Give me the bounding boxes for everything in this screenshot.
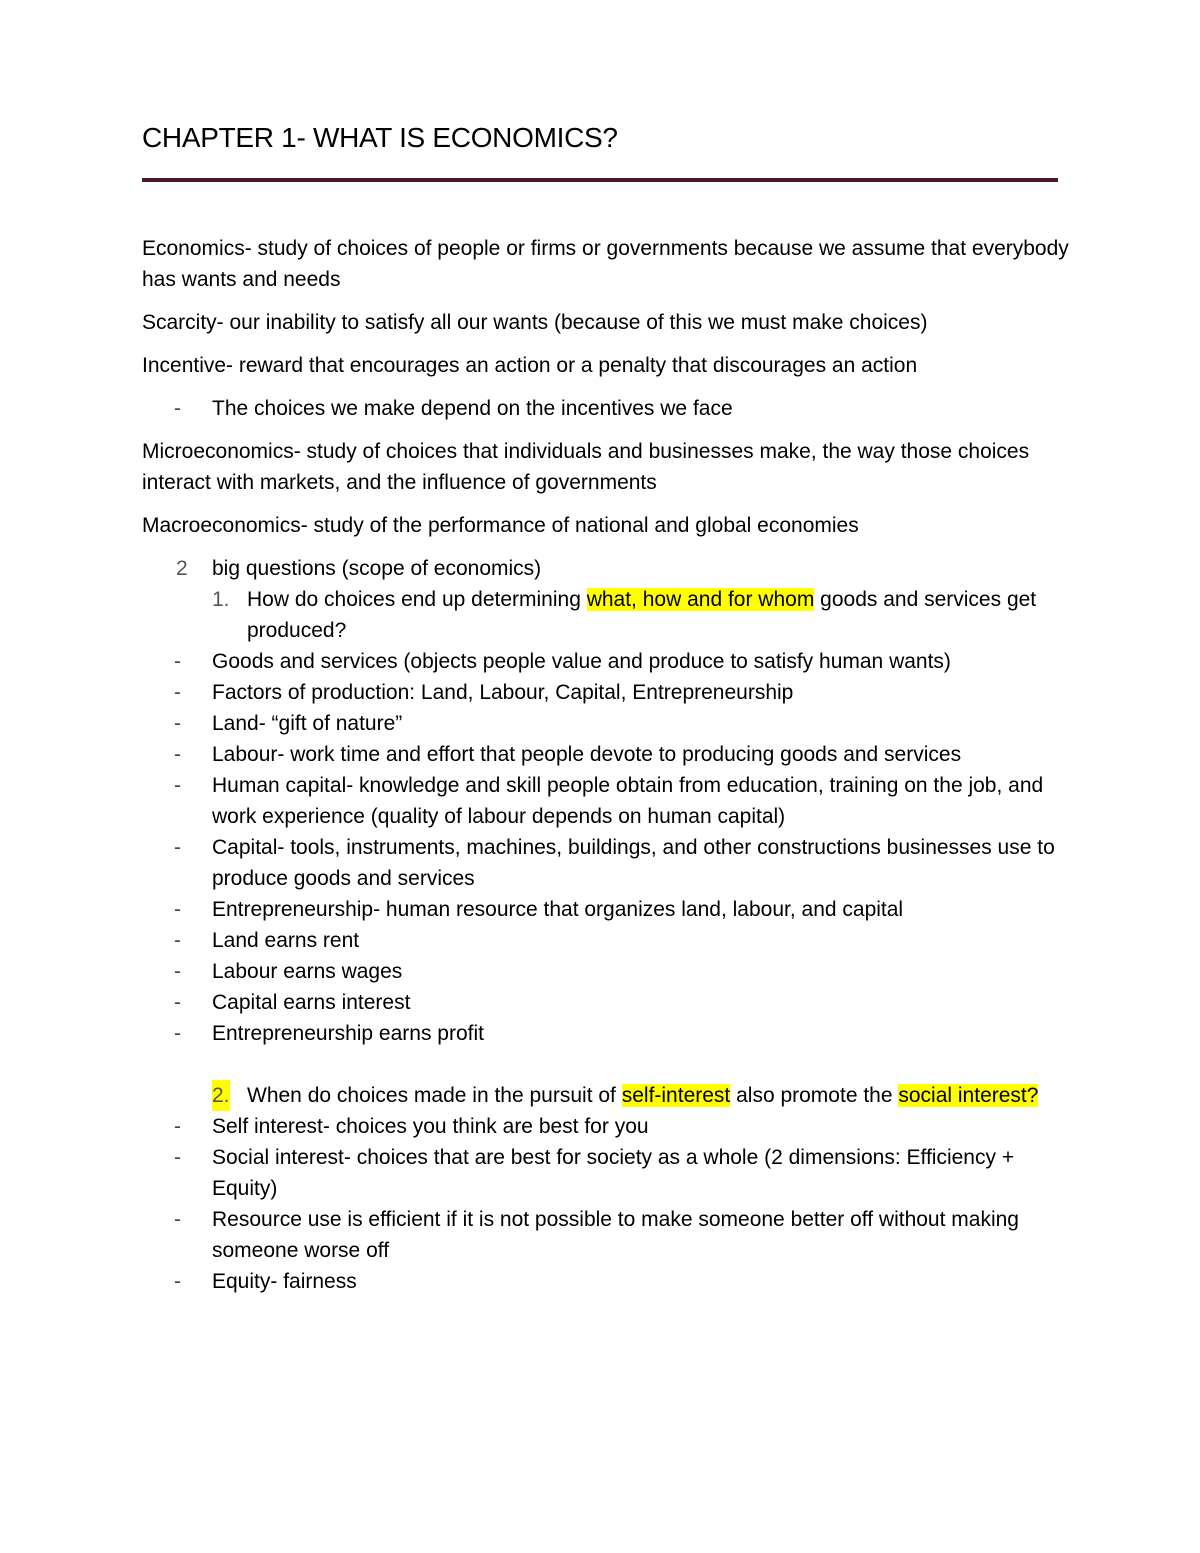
microeconomics-definition: Microeconomics- study of choices that individuals and businesses make, the way those choices interact with markets, and the influence of governments [142,440,1030,494]
list-item [142,987,1072,1018]
list-item-text: Self interest- choices you think are best for you [212,1115,649,1138]
economics-definition: Economics- study of choices of people or firms or governments because we assume that everybody has wants and needs [142,237,1069,291]
dash-marker: - [174,681,181,704]
dash-marker: - [174,991,181,1014]
big-questions-text: big questions (scope of economics) [212,557,542,580]
interest-list [142,1111,1072,1297]
question-1-highlight: what, how and for whom [586,588,815,611]
list-item-text: Labour earns wages [212,960,403,983]
list-item [142,1111,1072,1142]
list-item-text: Resource use is efficient if it is not possible to make someone better off without making someone worse off [212,1208,1019,1262]
dash-marker: - [174,836,181,859]
dash-marker: - [174,960,181,983]
question-2 [142,1080,1072,1111]
question-2-highlight-social-interest: social interest? [898,1084,1039,1107]
list-item [142,646,1072,677]
list-item [142,925,1072,956]
list-item [142,1142,1072,1204]
list-item [142,1266,1072,1297]
dash-marker: - [174,1146,181,1169]
list-item-text: Land- “gift of nature” [212,712,403,735]
list-item [142,1204,1072,1266]
dash-marker: - [174,929,181,952]
list-item-text: Labour- work time and effort that people devote to producing goods and services [212,743,962,766]
list-item-text: Goods and services (objects people value and produce to satisfy human wants) [212,650,951,673]
question-1-number: 1. [212,588,230,611]
dash-marker: - [174,1022,181,1045]
dash-marker: - [174,1115,181,1138]
incentive-definition: Incentive- reward that encourages an action or a penalty that discourages an action [142,354,918,377]
dash-marker: - [174,898,181,921]
question-2-mid: also promote the [730,1084,899,1107]
big-questions-number: 2 [176,557,188,580]
dash-marker: - [174,712,181,735]
title-divider [142,178,1058,182]
question-2-number: 2. [212,1080,230,1111]
incentive-bullet [142,393,1072,424]
question-1-post: goods and services get produced? [247,588,1037,642]
list-item [142,894,1072,925]
dash-marker: - [174,650,181,673]
list-item-text: Capital earns interest [212,991,411,1014]
dash-marker: - [174,774,181,797]
notes-body [142,233,1072,1297]
incentive-bullet-text: The choices we make depend on the incentives we face [212,397,733,420]
dash-marker: - [174,397,181,420]
list-item-text: Land earns rent [212,929,360,952]
big-questions-heading [142,553,1072,584]
list-item [142,770,1072,832]
list-item-text: Capital- tools, instruments, machines, buildings, and other constructions businesses use to produce goods and services [212,836,1055,890]
list-item-text: Factors of production: Land, Labour, Capital, Entrepreneurship [212,681,794,704]
list-item-text: Entrepreneurship earns profit [212,1022,484,1045]
question-1 [142,584,1072,646]
list-item [142,708,1072,739]
question-1-pre: How do choices end up determining [247,588,587,611]
list-item [142,739,1072,770]
production-list [142,646,1072,1049]
scarcity-definition: Scarcity- our inability to satisfy all our wants (because of this we must make choices) [142,311,928,334]
list-item-text: Human capital- knowledge and skill people obtain from education, training on the job, and work experience (quality of labour depends on human capital) [212,774,1044,828]
question-2-highlight-self-interest: self-interest [621,1084,731,1107]
question-2-pre: When do choices made in the pursuit of [247,1084,622,1107]
dash-marker: - [174,1270,181,1293]
list-item-text: Equity- fairness [212,1270,357,1293]
chapter-title: CHAPTER 1- WHAT IS ECONOMICS? [142,122,618,153]
macroeconomics-definition: Macroeconomics- study of the performance of national and global economies [142,514,859,537]
list-item [142,677,1072,708]
list-item-text: Social interest- choices that are best for society as a whole (2 dimensions: Efficiency + Equity) [212,1146,1015,1200]
list-item [142,1018,1072,1049]
list-item-text: Entrepreneurship- human resource that organizes land, labour, and capital [212,898,904,921]
dash-marker: - [174,1208,181,1231]
dash-marker: - [174,743,181,766]
list-item [142,832,1072,894]
list-item [142,956,1072,987]
